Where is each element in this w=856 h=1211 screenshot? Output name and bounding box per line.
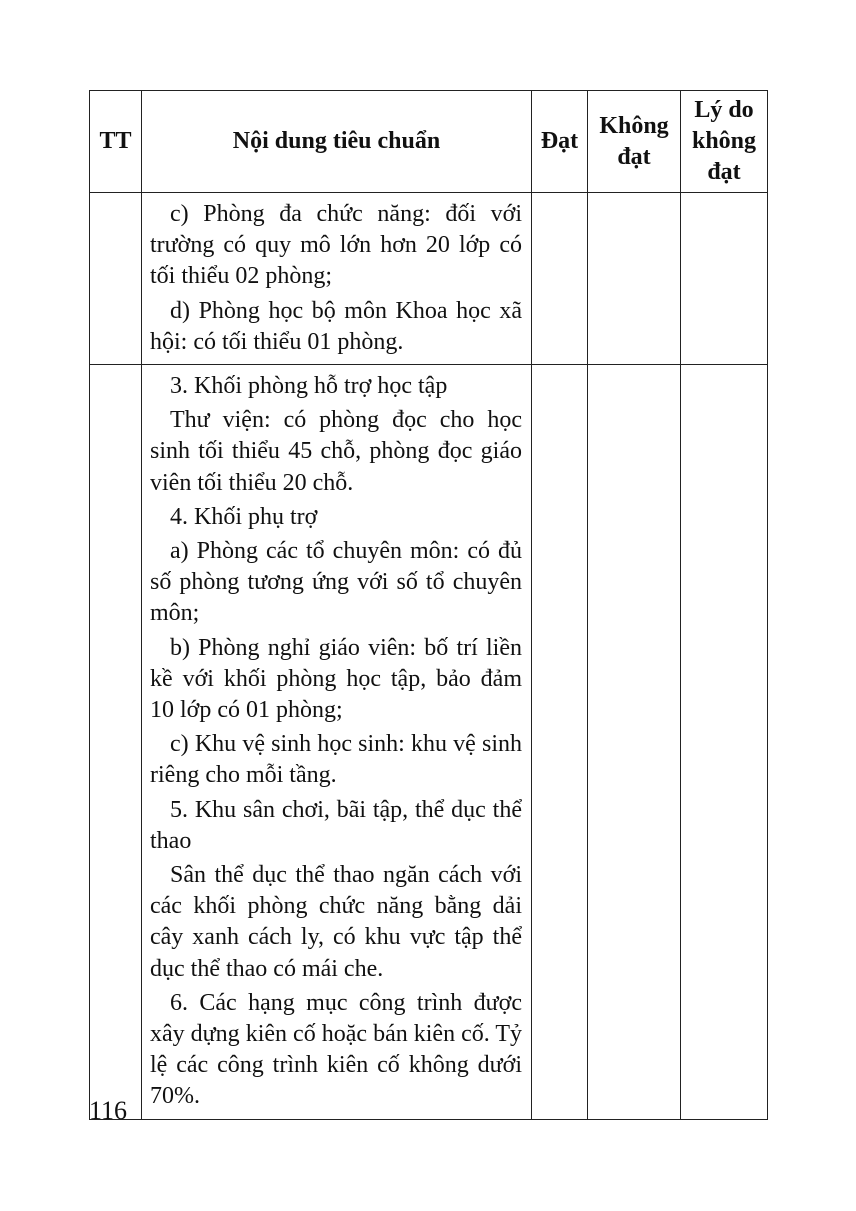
header-row	[90, 91, 768, 193]
khong-dat-cell	[588, 193, 681, 365]
criteria-table	[89, 90, 768, 1120]
page-number: 116	[89, 1096, 128, 1125]
header-content: Nội dung tiêu chuẩn	[142, 91, 532, 193]
content-paragraph: 3. Khối phòng hỗ trợ học tập	[170, 373, 448, 400]
content-cell	[142, 365, 532, 1120]
table-row	[90, 365, 768, 1120]
header-dat: Đạt	[532, 91, 588, 193]
content-cell	[142, 193, 532, 365]
khong-dat-cell	[588, 365, 681, 1120]
content-paragraph: Sân thể dục thể thao ngăn cách với các khối phòng chức năng bằng dải cây xanh cách ly, có khu vực tập thể dục thể thao có mái che.	[150, 862, 522, 982]
tt-cell	[90, 193, 142, 365]
tt-cell	[90, 365, 142, 1120]
header-ly-do-label: Lý do không đạt	[691, 97, 757, 185]
content-paragraph: a) Phòng các tổ chuyên môn: có đủ số phòng tương ứng với số tổ chuyên môn;	[150, 538, 522, 627]
content-paragraph: 6. Các hạng mục công trình được xây dựng kiên cố hoặc bán kiên cố. Tỷ lệ các công trình kiên cố không dưới 70%.	[150, 989, 522, 1110]
header-ly-do	[681, 91, 768, 193]
dat-cell	[532, 365, 588, 1120]
content-paragraph: d) Phòng học bộ môn Khoa học xã hội: có tối thiểu 01 phòng.	[150, 297, 522, 355]
content-paragraph: c) Khu vệ sinh học sinh: khu vệ sinh riêng cho mỗi tầng.	[150, 731, 522, 789]
header-tt: TT	[90, 91, 142, 193]
content-paragraph: 5. Khu sân chơi, bãi tập, thể dục thể thao	[150, 796, 522, 854]
header-khong-dat-label: Không đạt	[599, 112, 669, 170]
table-row	[90, 193, 768, 365]
header-khong-dat	[588, 91, 681, 193]
content-paragraph: c) Phòng đa chức năng: đối với trường có quy mô lớn hơn 20 lớp có tối thiểu 02 phòng;	[150, 201, 522, 290]
content-paragraph: 4. Khối phụ trợ	[170, 503, 318, 530]
dat-cell	[532, 193, 588, 365]
content-paragraph: Thư viện: có phòng đọc cho học sinh tối thiểu 45 chỗ, phòng đọc giáo viên tối thiểu 20 chỗ.	[150, 407, 522, 496]
ly-do-cell	[681, 365, 768, 1120]
ly-do-cell	[681, 193, 768, 365]
content-paragraph: b) Phòng nghỉ giáo viên: bố trí liền kề với khối phòng học tập, bảo đảm 10 lớp có 01 phòng;	[150, 634, 522, 724]
